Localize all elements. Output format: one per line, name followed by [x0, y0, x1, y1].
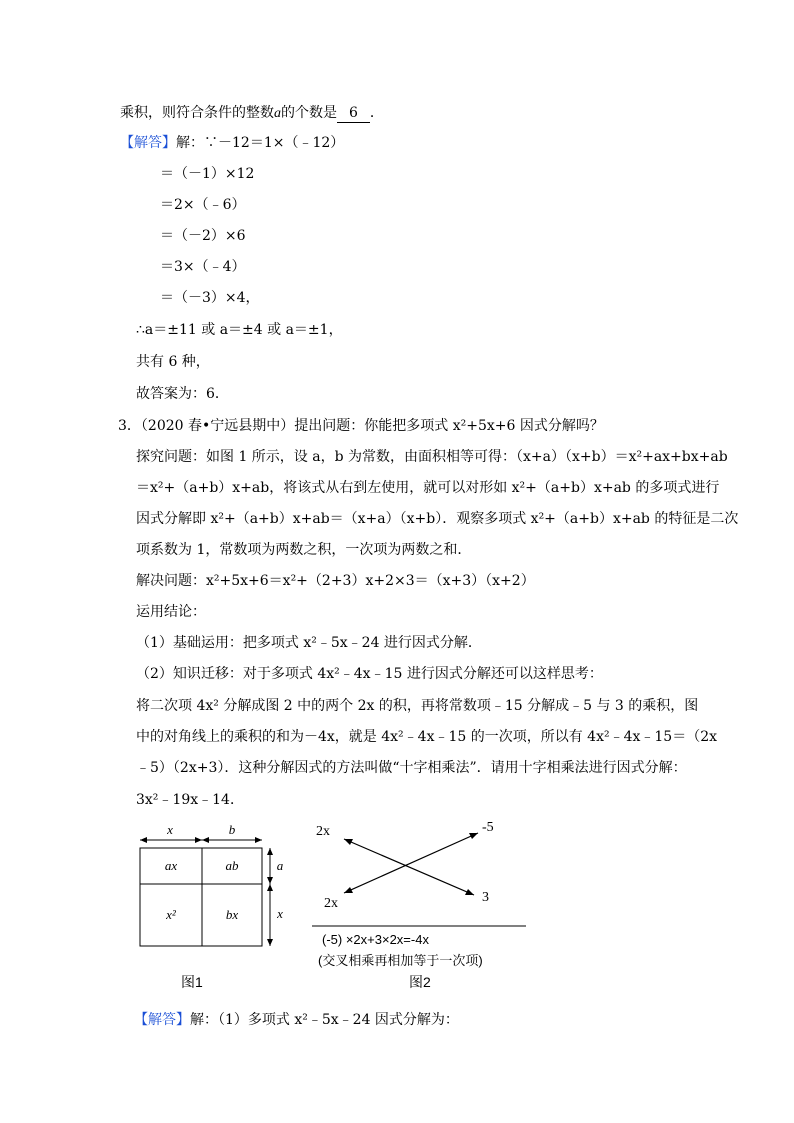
figure-2-cross-diagram	[306, 815, 536, 971]
answer-line	[134, 1010, 459, 1030]
transfer-line: 中的对角线上的乘积的和为－4x，就是 4x²﹣4x﹣15 的一次项，所以有 4x²﹣4x﹣15＝（2x	[136, 729, 718, 745]
cross-bottom-left: 2x	[324, 896, 338, 911]
question-text: 提出问题：你能把多项式 x²+5x+6 因式分解吗？	[294, 418, 604, 434]
explore-line: 探究问题：如图 1 所示，设 a，b 为常数，由面积相等可得：（x+a）（x+b）＝x²+ax+bx+ab	[136, 449, 728, 465]
cross-top-left: 2x	[316, 824, 330, 839]
arrow-head	[195, 837, 202, 843]
explore-line: ＝x²+（a+b）x+ab，将该式从右到左使用，就可以对形如 x²+（a+b）x+ab 的多项式进行	[136, 480, 720, 496]
prev-mid-text: 的个数是	[281, 105, 337, 121]
answer-tag: 【解答】	[134, 1012, 190, 1028]
step-line: ＝（－2）×6	[160, 228, 246, 244]
figure-2-caption: 图2	[409, 974, 431, 990]
cross-bottom-right: 3	[482, 890, 489, 905]
explore-line: 项系数为 1，常数项为两数之积，一次项为两数之和．	[136, 542, 472, 558]
count-line: 共有 6 种，	[136, 354, 210, 370]
label-a-side: a	[276, 858, 284, 873]
question-number: 3．	[118, 418, 141, 434]
cross-formula: (-5) ×2x+3×2x=-4x	[322, 932, 429, 947]
cross-line-down	[344, 839, 474, 895]
question-3-header	[118, 416, 604, 436]
label-x-side: x	[277, 906, 283, 921]
arrow-head	[255, 837, 262, 843]
prev-question-line	[120, 103, 384, 124]
prev-end: ．	[369, 105, 384, 121]
cross-top-right: -5	[482, 820, 494, 835]
transfer-line: 3x²﹣19x﹣14．	[136, 792, 244, 808]
arrow-head	[202, 837, 209, 843]
solve-label: 解：	[176, 135, 204, 151]
step-line: ＝2×（﹣6）	[160, 197, 246, 213]
answer-tag: 【解答】	[120, 135, 176, 151]
cell-ab: ab	[225, 858, 239, 873]
cell-x-squared: x²	[166, 907, 176, 922]
figure-1-caption: 图1	[181, 974, 203, 990]
step-line: ＝3×（﹣4）	[160, 259, 246, 275]
cross-note: (交叉相乘再相加等于一次项)	[318, 953, 483, 968]
answer-text: 解：（1）多项式 x²﹣5x﹣24 因式分解为：	[190, 1012, 459, 1028]
arrow-head	[267, 884, 273, 891]
question-source: （2020 春•宁远县期中）	[140, 418, 295, 434]
transfer-line: 将二次项 4x² 分解成图 2 中的两个 2x 的积，再将常数项﹣15 分解成﹣5 与 3 的乘积，图	[136, 698, 699, 714]
cell-ax: ax	[164, 858, 178, 873]
cell-bx: bx	[225, 907, 239, 922]
cross-line-up	[344, 833, 478, 893]
apply-heading: 运用结论：	[136, 604, 206, 620]
part-2-text: （2）知识迁移：对于多项式 4x²﹣4x﹣15 进行因式分解还可以这样思考：	[136, 666, 603, 682]
arrow-head	[267, 877, 273, 884]
grid-outline	[140, 848, 262, 946]
prev-answer-line	[120, 133, 344, 153]
prev-var-a: a	[274, 106, 281, 121]
answer-blank: 6	[337, 105, 370, 123]
label-b-top: b	[228, 822, 236, 837]
final-answer-line: 故答案为：6．	[136, 386, 229, 402]
step-line: ∵－12＝1×（﹣12）	[204, 135, 345, 151]
arrow-head	[267, 939, 273, 946]
arrow-head	[267, 848, 273, 855]
figure-1-area-diagram	[122, 818, 302, 968]
therefore-line: ∴a＝±11 或 a＝±4 或 a＝±1，	[136, 322, 343, 338]
arrow-head	[140, 837, 147, 843]
explore-line: 因式分解即 x²+（a+b）x+ab＝（x+a）（x+b）．观察多项式 x²+（a+b）x+ab 的特征是二次	[136, 511, 739, 527]
prev-lead-text: 乘积，则符合条件的整数	[120, 105, 274, 121]
step-line: ＝（－1）×12	[160, 166, 255, 182]
resolve-line: 解决问题：x²+5x+6＝x²+（2+3）x+2×3＝（x+3）（x+2）	[136, 573, 535, 589]
part-1-text: （1）基础运用：把多项式 x²﹣5x﹣24 进行因式分解．	[136, 635, 482, 651]
label-x-top: x	[167, 822, 173, 837]
step-line: ＝（－3）×4，	[160, 290, 260, 306]
transfer-line: ﹣5）（2x+3）．这种分解因式的方法叫做“十字相乘法”．请用十字相乘法进行因式分解：	[136, 760, 687, 776]
